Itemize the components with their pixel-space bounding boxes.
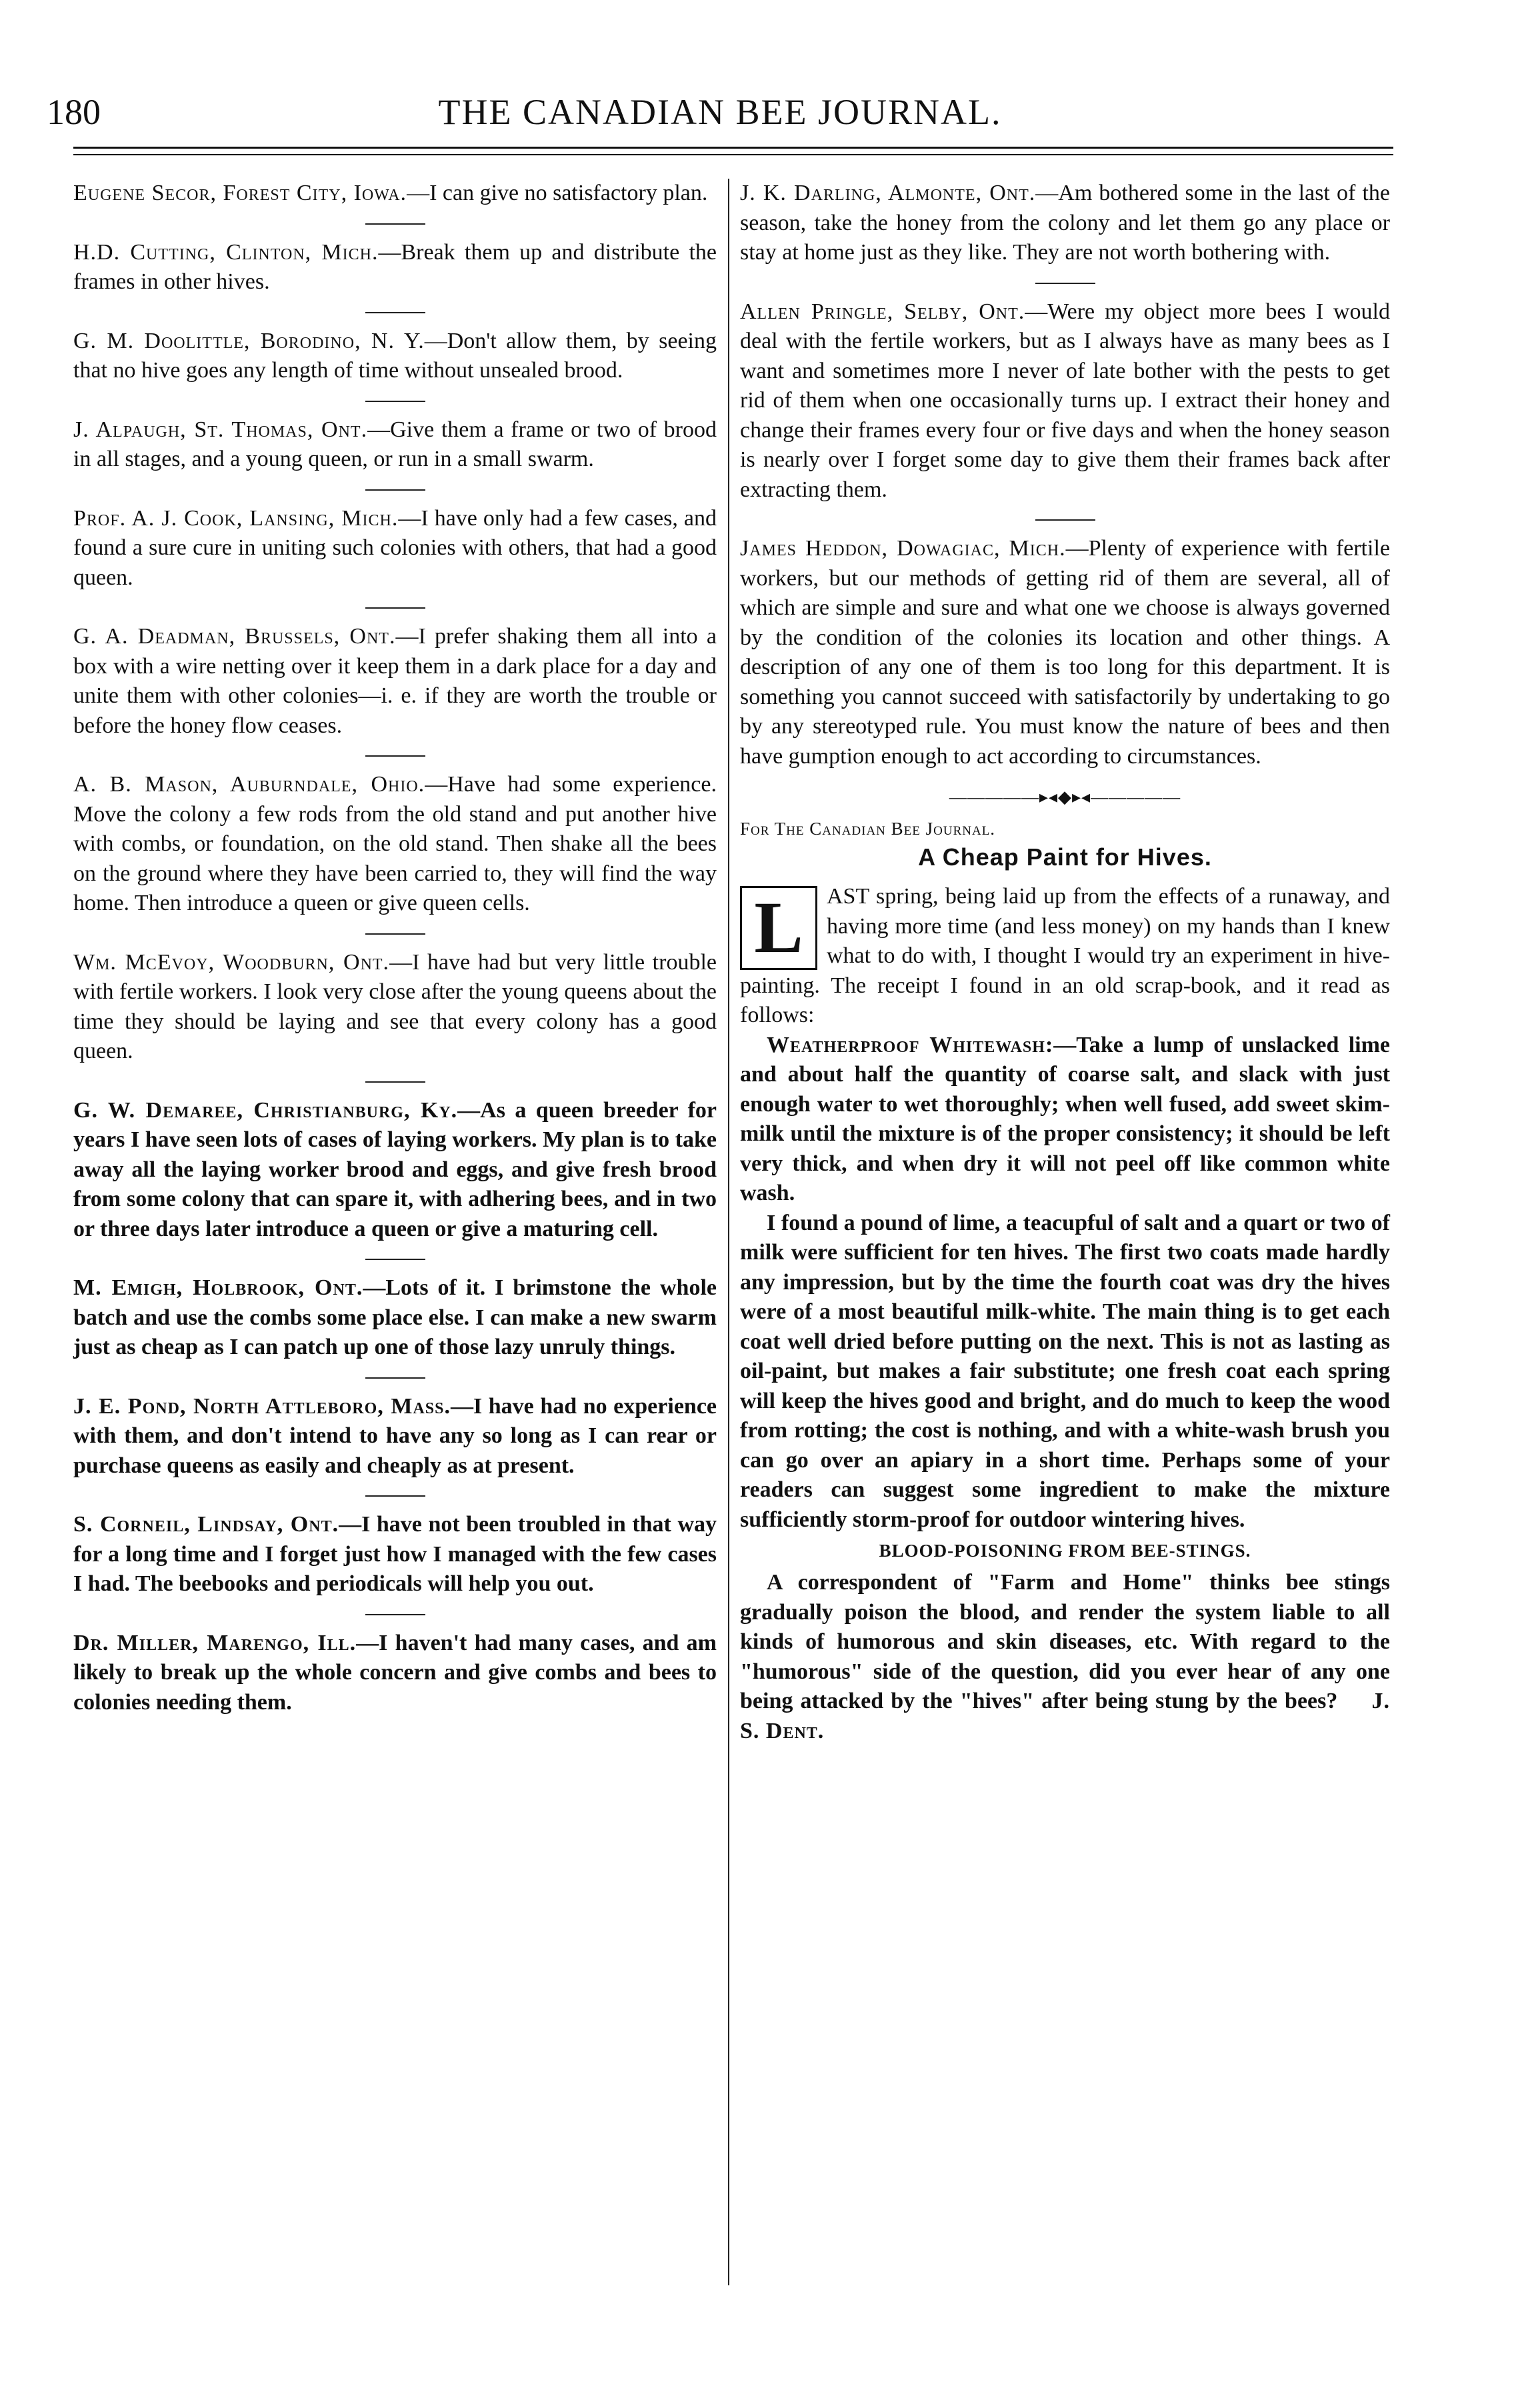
reply-author: J. Alpaugh, St. Thomas, Ont. bbox=[73, 417, 368, 442]
entry-separator bbox=[365, 489, 425, 491]
header-rule bbox=[73, 147, 1393, 155]
reply-entry bbox=[73, 622, 717, 741]
article-paragraph-4 bbox=[740, 1568, 1390, 1746]
paragraph-1-text: AST spring, being laid up from the effects of a runaway, and having more time (and less money) on my hands than I knew what to do with, I thought I would try an experiment in hive-painting. The receipt I found in an old scrap-book, and it read as follows: bbox=[740, 884, 1390, 1027]
page-header bbox=[47, 85, 1393, 145]
reply-author: Allen Pringle, Selby, Ont. bbox=[740, 299, 1025, 324]
reply-text: —Break them up and distribute the frames in other hives. bbox=[73, 239, 717, 294]
entry-separator bbox=[365, 1081, 425, 1083]
recipe-label: Weatherproof Whitewash: bbox=[767, 1032, 1054, 1057]
reply-author: Dr. Miller, Marengo, Ill. bbox=[73, 1630, 357, 1655]
reply-author: Eugene Secor, Forest City, Iowa. bbox=[73, 181, 407, 205]
entry-separator bbox=[365, 1614, 425, 1615]
reply-text: —As a queen breeder for years I have seen lots of cases of laying workers. My plan is to take away all the laying worker brood and eggs, and give fresh brood from some colony that can spare it, with adhering bees, and in two or three days later introduce a queen or give a maturing cell. bbox=[73, 1097, 717, 1241]
reply-text: —I prefer shaking them all into a box with a wire netting over it keep them in a dark place for a day and unite them with other colonies—i. e. if they are worth the trouble or before the honey flow ceases. bbox=[73, 624, 717, 738]
reply-entry bbox=[73, 770, 717, 919]
sub-heading: BLOOD-POISONING FROM BEE-STINGS. bbox=[879, 1541, 1251, 1561]
reply-entry bbox=[740, 179, 1390, 268]
signature: J. S. Dent. bbox=[740, 1689, 1391, 1743]
reply-text: —Plenty of experience with fertile workers, but our methods of getting rid of them are several, all of which are simple and sure and what one we choose is always governed by the condition of the colonies its location and other things. A description of any one of them is too long for this department. It is something you cannot succeed with satisfactorily by undertaking to go by any stereotyped rule. You must know the nature of bees and then have gumption enough to act according to circumstances. bbox=[740, 536, 1390, 769]
article-paragraph-1 bbox=[740, 882, 1390, 1031]
article-title: A Cheap Paint for Hives. bbox=[918, 843, 1212, 871]
entry-separator bbox=[365, 223, 425, 225]
reply-text: —I haven't had many cases, and am likely to break up the whole concern and give combs and bees to colonies needing them. bbox=[73, 1630, 717, 1715]
reply-author: A. B. Mason, Auburndale, Ohio. bbox=[73, 772, 425, 797]
reply-author: S. Corneil, Lindsay, Ont. bbox=[73, 1512, 339, 1537]
entry-separator bbox=[365, 755, 425, 757]
reply-author: G. A. Deadman, Brussels, Ont. bbox=[73, 624, 396, 649]
reply-text: —Lots of it. I brimstone the whole batch and use the combs some place else. I can make a new swarm just as cheap as I can patch up one of those lazy unruly things. bbox=[73, 1275, 717, 1359]
right-entries bbox=[740, 179, 1390, 771]
reply-entry bbox=[73, 1510, 717, 1599]
reply-text: —Were my object more bees I would deal with the fertile workers, but as I always have as many bees as I want and sometimes more I never of late bother with the pests to get rid of them when one occasionally turns up. I extract their honey and change their frames every four or five days and when the honey season is nearly over I forget some day to give them their frames back after extracting them. bbox=[740, 299, 1390, 502]
recipe-text: —Take a lump of unslacked lime and about half the quantity of coarse salt, and slack with just enough water to wet thoroughly; when well fused, add sweet skim-milk until the mixture is of the proper consistency; it should be left very thick, and when dry it will not peel off like common white wash. bbox=[740, 1032, 1390, 1205]
reply-text: —Give them a frame or two of brood in all stages, and a young queen, or run in a small swarm. bbox=[73, 417, 717, 471]
entry-separator bbox=[365, 1259, 425, 1260]
reply-author: J. E. Pond, North Attleboro, Mass. bbox=[73, 1393, 451, 1419]
entry-separator bbox=[365, 933, 425, 935]
reply-author: M. Emigh, Holbrook, Ont. bbox=[73, 1275, 363, 1300]
reply-entry bbox=[73, 238, 717, 297]
entry-separator bbox=[1035, 283, 1095, 284]
right-column bbox=[740, 179, 1390, 1746]
column-divider bbox=[728, 179, 729, 2285]
journal-title: THE CANADIAN BEE JOURNAL. bbox=[438, 92, 1002, 132]
reply-entry bbox=[740, 297, 1390, 505]
reply-text: —I can give no satisfactory plan. bbox=[407, 181, 708, 205]
article-recipe bbox=[740, 1031, 1390, 1209]
reply-entry bbox=[73, 1096, 717, 1245]
reply-author: H.D. Cutting, Clinton, Mich. bbox=[73, 239, 379, 265]
reply-author: G. M. Doolittle, Borodino, N. Y. bbox=[73, 328, 425, 353]
paragraph-4-text: A correspondent of "Farm and Home" thinks bee stings gradually poison the blood, and render the system liable to all kinds of humorous and skin diseases, etc. With regard to the "humorous" side of the question, did you ever hear of any one being attacked by the "hives" after being stung by the bees? bbox=[740, 1570, 1390, 1713]
entry-separator bbox=[365, 1495, 425, 1497]
page-number: 180 bbox=[47, 92, 101, 132]
entry-separator bbox=[365, 401, 425, 402]
reply-entry bbox=[73, 1273, 717, 1363]
entry-separator bbox=[365, 312, 425, 313]
reply-entry bbox=[73, 1392, 717, 1481]
reply-author: James Heddon, Dowagiac, Mich. bbox=[740, 536, 1066, 561]
article-source-line: For The Canadian Bee Journal. bbox=[740, 819, 996, 839]
entry-separator bbox=[365, 607, 425, 609]
reply-entry bbox=[73, 415, 717, 475]
section-ornament: —————▸◂◆▸◂————— bbox=[949, 787, 1181, 807]
reply-entry bbox=[740, 534, 1390, 771]
reply-text: —I have not been troubled in that way for a long time and I forget just how I managed with the few cases I had. The beebooks and periodicals will help you out. bbox=[73, 1512, 717, 1596]
reply-entry bbox=[73, 179, 717, 209]
reply-author: G. W. Demaree, Christianburg, Ky. bbox=[73, 1097, 458, 1123]
left-column bbox=[73, 179, 717, 1732]
entry-separator bbox=[365, 1377, 425, 1379]
reply-author: Wm. McEvoy, Woodburn, Ont. bbox=[73, 949, 390, 975]
reply-author: Prof. A. J. Cook, Lansing, Mich. bbox=[73, 505, 399, 531]
reply-text: —Don't allow them, by seeing that no hive goes any length of time without unsealed brood. bbox=[73, 328, 717, 383]
entry-separator bbox=[1035, 519, 1095, 521]
reply-text: —Have had some experience. Move the colony a few rods from the old stand and put another hive with combs, or foundation, on the old stand. Then shake all the bees on the ground where they have been carried to, they will find the way home. Then introduce a queen or give queen cells. bbox=[73, 772, 717, 915]
reply-text: —Am bothered some in the last of the season, take the honey from the colony and let them go any place or stay at home just as they like. They are not worth bothering with. bbox=[740, 181, 1391, 265]
reply-text: —I have had no experience with them, and don't intend to have any so long as I can rear or purchase queens as easily and cheaply as at present. bbox=[73, 1393, 717, 1478]
reply-text: —I have only had a few cases, and found a sure cure in uniting such colonies with others, that had a good queen. bbox=[73, 505, 717, 590]
reply-author: J. K. Darling, Almonte, Ont. bbox=[740, 181, 1036, 205]
reply-entry bbox=[73, 504, 717, 593]
reply-entry bbox=[73, 327, 717, 386]
reply-entry bbox=[73, 1629, 717, 1718]
dropcap-letter: L bbox=[740, 886, 817, 970]
reply-text: —I have had but very little trouble with fertile workers. I look very close after the young queens about the time they should be laying and see that every colony has a good queen. bbox=[73, 949, 717, 1063]
reply-entry bbox=[73, 948, 717, 1067]
article-paragraph-3: I found a pound of lime, a teacupful of salt and a quart or two of milk were sufficient for ten hives. The first two coats made hardly any impression, but by the time the fourth coat was dry the hives were of a most beautiful milk-white. The main thing is to get each coat well dried before putting on the next. This is not as lasting as oil-paint, but makes a fair substitute; one fresh coat each spring will keep the hives good and bright, and do much to keep the wood from rotting; the cost is nothing, and with a white-wash brush you can go over an apiary in a short time. Perhaps some of your readers can suggest some ingredient to make the mixture sufficiently storm-proof for outdoor wintering hives. bbox=[740, 1210, 1390, 1532]
